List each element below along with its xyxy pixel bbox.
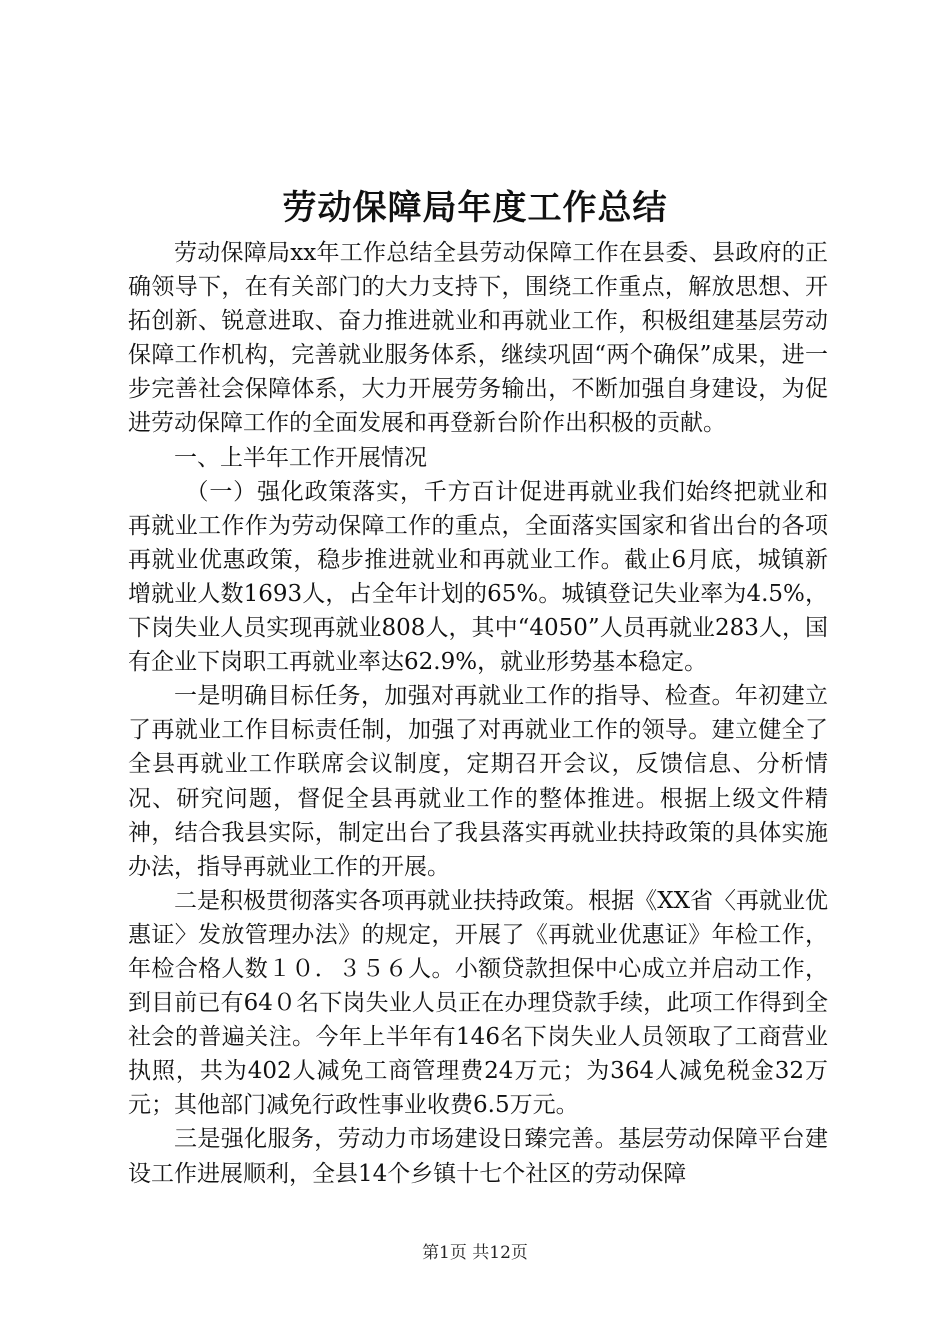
section-heading: 一、上半年工作开展情况 xyxy=(174,444,427,471)
document-body xyxy=(128,236,828,1191)
paragraph-point-1: 一是明确目标任务，加强对再就业工作的指导、检查。年初建立了再就业工作目标责任制，加强了对再就业工作的领导。建立健全了全县再就业工作联席会议制度，定期召开会议，反馈信息、分析情况、研究问题，督促全县再就业工作的整体推进。根据上级文件精神，结合我县实际，制定出台了我县落实再就业扶持政策的具体实施办法，指导再就业工作的开展。 xyxy=(128,683,828,880)
paragraph-subsection-1: （一）强化政策落实，千方百计促进再就业我们始终把就业和再就业工作作为劳动保障工作的重点，全面落实国家和省出台的各项再就业优惠政策，稳步推进就业和再就业工作。截止6月底，城镇新增就业人数1693人，占全年计划的65%。城镇登记失业率为4.5%，下岗失业人员实现再就业808人，其中“4050”人员再就业283人，国有企业下岗职工再就业率达62.9%，就业形势基本稳定。 xyxy=(128,478,828,676)
document-title: 劳动保障局年度工作总结 xyxy=(282,188,668,228)
paragraph-intro: 劳动保障局xx年工作总结全县劳动保障工作在县委、县政府的正确领导下，在有关部门的大力支持下，围绕工作重点，解放思想、开拓创新、锐意进取、奋力推进就业和再就业工作，积极组建基层劳动保障工作机构，完善就业服务体系，继续巩固“两个确保”成果，进一步完善社会保障体系，大力开展劳务输出，不断加强自身建设，为促进劳动保障工作的全面发展和再登新台阶作出积极的贡献。 xyxy=(128,240,828,437)
paragraph-point-3: 三是强化服务，劳动力市场建设日臻完善。基层劳动保障平台建设工作进展顺利，全县14个乡镇十七个社区的劳动保障 xyxy=(128,1126,828,1187)
paragraph-point-2: 二是积极贯彻落实各项再就业扶持政策。根据《XX省〈再就业优惠证〉发放管理办法》的规定，开展了《再就业优惠证》年检工作，年检合格人数１０．３５６人。小额贷款担保中心成立并启动工作，到目前已有64０名下岗失业人员正在办理贷款手续，此项工作得到全社会的普遍关注。今年上半年有146名下岗失业人员领取了工商营业执照，共为402人减免工商管理费24万元；为364人减免税金32万元；其他部门减免行政性事业收费6.5万元。 xyxy=(128,887,828,1119)
page-footer: 第1页 共12页 xyxy=(422,1243,528,1263)
